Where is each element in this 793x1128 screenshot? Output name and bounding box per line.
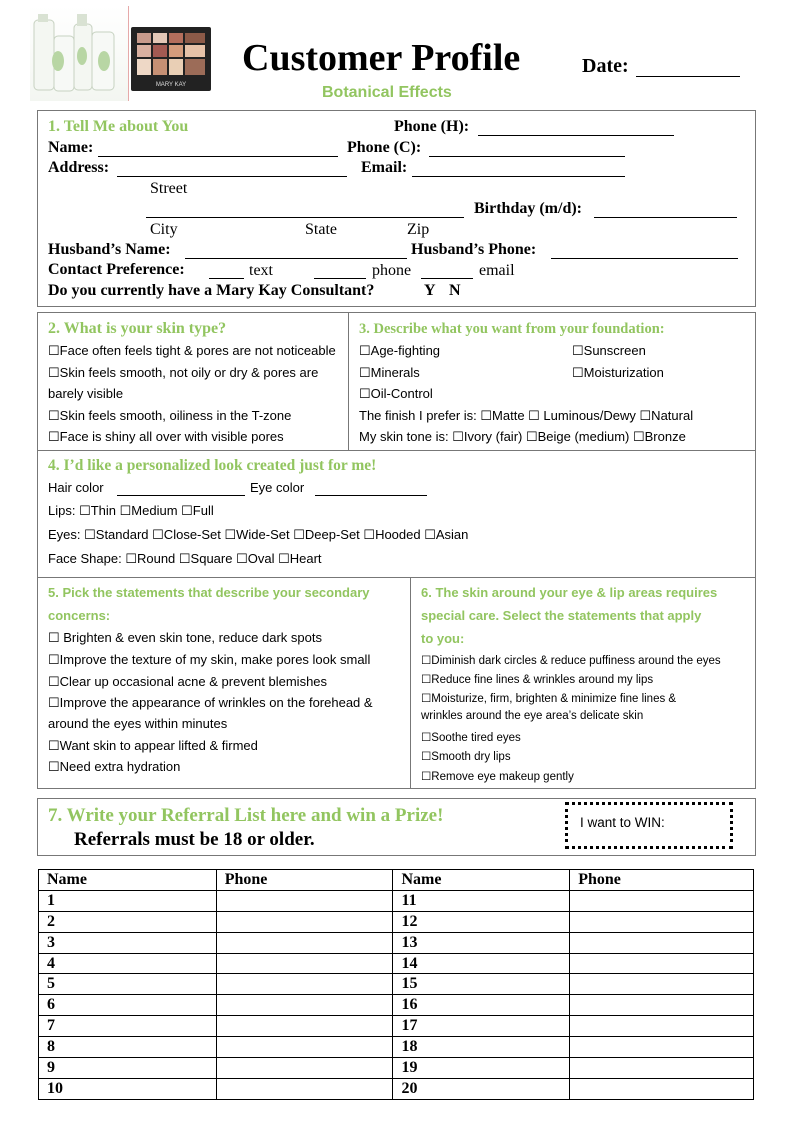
name-field[interactable] [98,142,338,157]
referral-name-cell[interactable]: 15 [393,974,570,995]
section6-heading-line3: to you: [421,631,465,646]
table-row [39,932,754,953]
referral-name-cell[interactable]: 8 [39,1037,217,1058]
email-label: Email: [361,159,408,176]
product-bottles-image [30,6,129,101]
referral-phone-cell[interactable] [216,932,393,953]
eye-lip-option[interactable]: ☐Reduce fine lines & wrinkles around my lips [421,674,654,686]
referral-phone-cell[interactable] [216,911,393,932]
eye-lip-option[interactable]: ☐Moisturize, firm, brighten & minimize fine lines & [421,693,677,705]
finish-preference[interactable]: The finish I prefer is: ☐Matte ☐ Luminous/Dewy ☐Natural [359,408,694,423]
birthday-field[interactable] [594,203,737,218]
husband-name-label: Husband’s Name: [48,241,171,258]
concern-option-cont: around the eyes within minutes [48,716,228,731]
section1-heading: 1. Tell Me about You [48,118,189,135]
email-field[interactable] [412,162,625,177]
win-label: I want to WIN: [580,815,665,830]
column-header: Name [393,870,570,891]
foundation-option-minerals[interactable]: ☐Minerals [359,365,420,380]
section7-heading: 7. Write your Referral List here and win a Prize! [48,805,444,826]
table-row [39,1037,754,1058]
referral-phone-cell[interactable] [570,911,754,932]
eye-color-field[interactable] [315,481,427,496]
table-row [39,1016,754,1037]
referral-phone-cell[interactable] [216,995,393,1016]
section6-heading-line2: special care. Select the statements that apply [421,608,702,623]
page-subtitle: Botanical Effects [322,84,452,101]
referral-phone-cell[interactable] [216,890,393,911]
eye-lip-option[interactable]: ☐Soothe tired eyes [421,732,521,744]
eyeshadow-palette-image [131,27,211,91]
referral-phone-cell[interactable] [570,953,754,974]
zip-caption: Zip [407,221,430,238]
column-header: Phone [216,870,393,891]
contact-phone-option: phone [372,262,412,279]
husband-phone-field[interactable] [551,244,738,259]
referral-phone-cell[interactable] [216,1016,393,1037]
referral-name-cell[interactable]: 11 [393,890,570,911]
table-row [39,953,754,974]
city-caption: City [150,221,178,238]
phone-cell-label: Phone (C): [347,139,422,156]
face-shape-options[interactable]: Face Shape: ☐Round ☐Square ☐Oval ☐Heart [48,551,322,566]
section4-heading: 4. I’d like a personalized look created just for me! [48,457,377,474]
contact-text-option: text [249,262,273,279]
column-header: Phone [570,870,754,891]
section3-heading: 3. Describe what you want from your foundation: [359,321,665,337]
referral-name-cell[interactable]: 12 [393,911,570,932]
svg-text:MARY KAY: MARY KAY [155,82,187,88]
referral-phone-cell[interactable] [570,974,754,995]
concern-option[interactable]: ☐Improve the texture of my skin, make pores look small [48,652,371,667]
referral-name-cell[interactable]: 16 [393,995,570,1016]
referral-name-cell[interactable]: 18 [393,1037,570,1058]
section5-heading-line1: 5. Pick the statements that describe your secondary [48,585,370,600]
contact-pref-label: Contact Preference: [48,261,185,278]
foundation-option-sunscreen[interactable]: ☐Sunscreen [572,343,646,358]
referral-phone-cell[interactable] [216,1058,393,1079]
state-caption: State [305,221,337,238]
husband-phone-label: Husband’s Phone: [411,241,537,258]
referral-phone-cell[interactable] [570,1037,754,1058]
referral-name-cell[interactable]: 4 [39,953,217,974]
street-caption: Street [150,180,188,197]
skin-tone[interactable]: My skin tone is: ☐Ivory (fair) ☐Beige (medium) ☐Bronze [359,429,686,444]
section2-heading: 2. What is your skin type? [48,320,227,337]
skin-type-option[interactable]: ☐Face is shiny all over with visible pores [48,429,284,444]
page-title: Customer Profile [242,37,521,79]
referral-name-cell[interactable]: 2 [39,911,217,932]
table-row [39,911,754,932]
referral-phone-cell[interactable] [216,953,393,974]
consultant-yes[interactable]: Y [424,282,436,299]
concern-option[interactable]: ☐ Brighten & even skin tone, reduce dark spots [48,630,322,645]
eye-lip-option[interactable]: ☐Diminish dark circles & reduce puffiness around the eyes [421,655,721,667]
address-label: Address: [48,159,110,176]
referral-phone-cell[interactable] [216,974,393,995]
lips-options[interactable]: Lips: ☐Thin ☐Medium ☐Full [48,503,214,518]
referral-name-cell[interactable]: 7 [39,1016,217,1037]
husband-name-field[interactable] [185,244,407,259]
table-row [39,995,754,1016]
consultant-no[interactable]: N [449,282,461,299]
section6-heading-line1: 6. The skin around your eye & lip areas requires [421,585,718,600]
consultant-question: Do you currently have a Mary Kay Consultant? [48,282,375,299]
hair-color-field[interactable] [117,481,245,496]
date-label: Date: [582,55,629,77]
eyes-options[interactable]: Eyes: ☐Standard ☐Close-Set ☐Wide-Set ☐Deep-Set ☐Hooded ☐Asian [48,527,469,542]
table-row [39,974,754,995]
referral-name-cell[interactable]: 9 [39,1058,217,1079]
contact-phone-field[interactable] [314,264,366,279]
contact-email-field[interactable] [421,264,473,279]
eye-color-label: Eye color [250,480,305,495]
foundation-option-moisturization[interactable]: ☐Moisturization [572,365,664,380]
hair-color-label: Hair color [48,480,104,495]
skin-type-option[interactable]: ☐Face often feels tight & pores are not noticeable [48,343,336,358]
section5-heading-line2: concerns: [48,608,111,623]
referral-name-cell[interactable]: 1 [39,890,217,911]
concern-option[interactable]: ☐Clear up occasional acne & prevent blemishes [48,674,328,689]
referral-name-cell[interactable]: 14 [393,953,570,974]
referral-phone-cell[interactable] [570,1016,754,1037]
eye-lip-option-cont: wrinkles around the eye area’s delicate skin [421,710,644,722]
concern-option[interactable]: ☐Need extra hydration [48,759,181,774]
foundation-option-age[interactable]: ☐Age-fighting [359,343,441,358]
table-row [39,1078,754,1099]
referral-name-cell[interactable]: 6 [39,995,217,1016]
concern-option[interactable]: ☐Want skin to appear lifted & firmed [48,738,258,753]
referral-name-cell[interactable]: 13 [393,932,570,953]
section7-subheading: Referrals must be 18 or older. [74,829,315,850]
foundation-option-oil-control[interactable]: ☐Oil-Control [359,386,433,401]
skin-type-option[interactable]: ☐Skin feels smooth, oiliness in the T-zone [48,408,292,423]
referral-table [38,869,754,1100]
birthday-label: Birthday (m/d): [474,200,582,217]
concern-option[interactable]: ☐Improve the appearance of wrinkles on the forehead & [48,695,373,710]
win-box[interactable] [565,802,733,849]
contact-email-option: email [479,262,515,279]
date-field[interactable] [636,59,740,77]
table-header-row [39,870,754,891]
table-row [39,1058,754,1079]
address-field[interactable] [117,162,347,177]
eye-lip-option[interactable]: ☐Remove eye makeup gently [421,771,574,783]
referral-phone-cell[interactable] [570,995,754,1016]
referral-name-cell[interactable]: 10 [39,1078,217,1099]
skin-type-option-cont: barely visible [48,386,124,401]
referral-name-cell[interactable]: 5 [39,974,217,995]
referral-name-cell[interactable]: 3 [39,932,217,953]
city-state-zip-field[interactable] [146,203,464,218]
contact-text-field[interactable] [209,264,244,279]
referral-phone-cell[interactable] [216,1037,393,1058]
table-row [39,890,754,911]
referral-phone-cell[interactable] [570,1078,754,1099]
skin-type-option[interactable]: ☐Skin feels smooth, not oily or dry & pores are [48,365,319,380]
referral-name-cell[interactable]: 19 [393,1058,570,1079]
phone-home-label: Phone (H): [394,118,470,135]
referral-phone-cell[interactable] [570,890,754,911]
name-label: Name: [48,139,94,156]
referral-phone-cell[interactable] [570,1058,754,1079]
referral-name-cell[interactable]: 20 [393,1078,570,1099]
phone-cell-field[interactable] [429,142,625,157]
column-header: Name [39,870,217,891]
referral-phone-cell[interactable] [570,932,754,953]
eye-lip-option[interactable]: ☐Smooth dry lips [421,751,511,763]
referral-name-cell[interactable]: 17 [393,1016,570,1037]
phone-home-field[interactable] [478,121,674,136]
referral-phone-cell[interactable] [216,1078,393,1099]
